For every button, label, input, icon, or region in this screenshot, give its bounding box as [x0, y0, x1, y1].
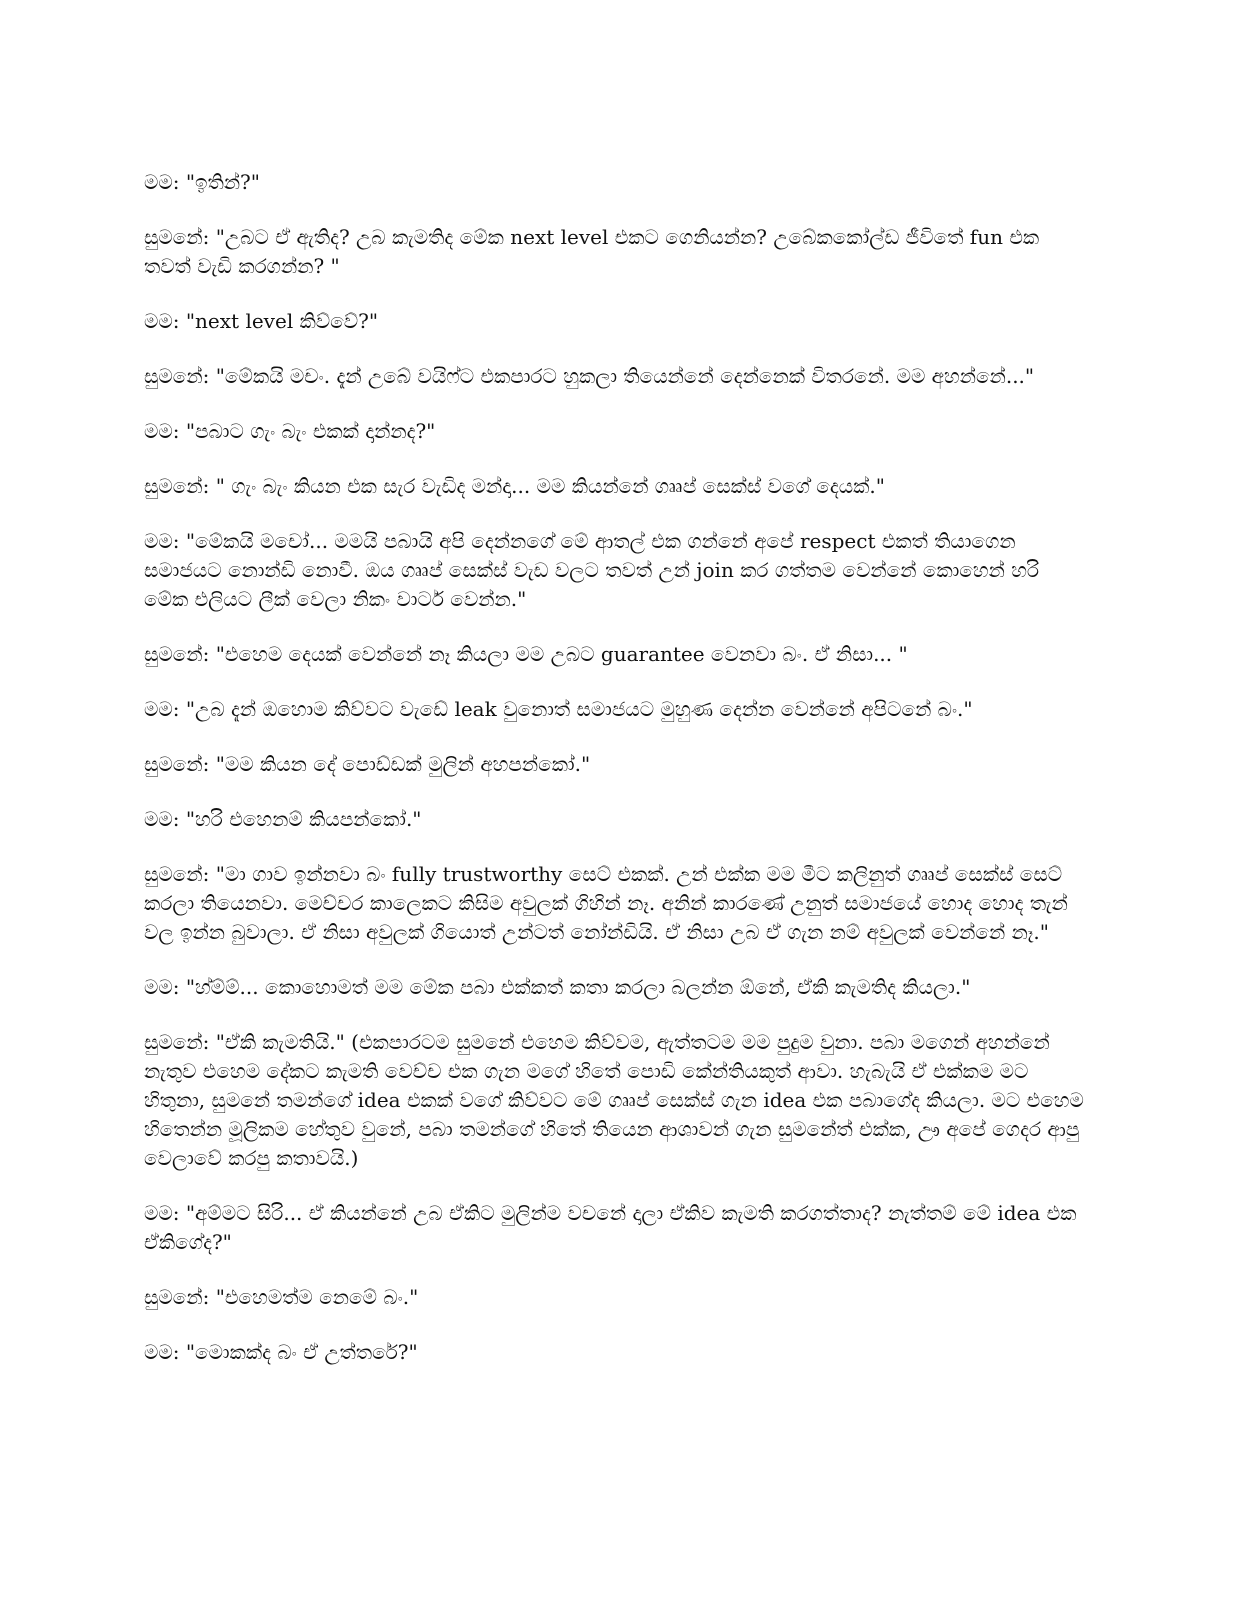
- dialogue-line: මම: "හ්ම්ම්... කොහොමත් මම මේක පබා එක්කත් කතා කරලා බලන්න ඕනේ, ඒකි කැමතිද කියලා.": [144, 975, 971, 999]
- dialogue-line: මම: "අම්මට සිරි... ඒ කියන්නේ උබ ඒකිට මුලින්ම වචනේ දාලා ඒකිව කැමති කරගත්තාද? නැත්තම් මේ idea එක ඒකිගේද?": [144, 1201, 1077, 1254]
- dialogue-line: සුමනේ: " ගැං බැං කියන එක සැර වැඩිද මන්දා... මම කියන්නේ ගෲප් සෙක්ස් වගේ දෙයක්.": [144, 474, 885, 498]
- dialogue-line: මම: "පබාට ගැං බැං එකක් දාන්නද?": [144, 419, 436, 443]
- dialogue-line: සුමනේ: "මේකයි මචං. දැන් උබේ වයිෆ්ට එකපාරට හුකලා තියෙන්නේ දෙන්නෙක් විතරනේ. මම අහන්නේ...": [144, 364, 1035, 388]
- dialogue-line: සුමනේ: "මම කියන දේ පොඩ්ඩක් මුලින් අහපන්කෝ.": [144, 752, 591, 776]
- dialogue-line: මම: "ඉතින්?": [144, 170, 260, 194]
- dialogue-line: මම: "හරි එහෙනම් කියපන්කෝ.": [144, 807, 422, 831]
- dialogue-line: සුමනේ: "එහෙම දෙයක් වෙන්නේ නෑ කියලා මම උබට guarantee වෙනවා බං. ඒ නිසා... ": [144, 642, 908, 666]
- dialogue-line: මම: "මොකක්ද බං ඒ උත්තරේ?": [144, 1340, 418, 1364]
- dialogue-line: මම: "මේකයි මචෝ... මමයි පබායි අපි දෙන්නගේ මේ ආතල් එක ගන්නේ අපේ respect එකත් තියාගෙන සමාජයට නොන්ඩි නොවී. ඔය ගෲප් සෙක්ස් වැඩ වලට තවත් උන් join කර ගත්තම වෙන්නේ කොහෙන් හරි මේක එලියට ලීක් වෙලා නිකං වාටර් වෙන්න.": [144, 529, 1040, 611]
- dialogue-line: මම: "උබ දැන් ඔහොම කිව්වට වැඩේ leak වුනොත් සමාජයට මුහුණ දෙන්න වෙන්නේ අපිටනේ බං.": [144, 697, 973, 721]
- dialogue-line: සුමනේ: "උබට ඒ ඇතිද? උබ කැමතිද මේක next level එකට ගෙනියන්න? උබේකකෝල්ඩ ජීවිතේ fun එක තවත් වැඩි කරගන්න? ": [144, 225, 1040, 278]
- dialogue-line: සුමනේ: "ඒකි කැමතියි." (එකපාරටම සුමනේ එහෙම කිව්වම, ඇත්තටම මම පුදුම වුනා. පබා මගෙන් අහන්නේ නැතුව එහෙම දේකට කැමති වෙච්ච එක ගැන මගේ හිතේ පොඩි කේන්තියකුත් ආවා. හැබැයි ඒ එක්කම මට හිතුනා, සුමනේ තමන්ගේ idea එකක් වගේ කිව්වට මේ ගෲප් සෙක්ස් ගැන idea එක පබාගේද කියලා. මට එහෙම හිතෙන්න මූලිකම හේතුව වුනේ, පබා තමන්ගේ හිතේ තියෙන ආශාවන් ගැන සුමනේත් එක්ක, ඌ අපේ ගෙදර ආපු වෙලාවේ කරපු කතාවයි.): [144, 1030, 1084, 1170]
- dialogue-line: මම: "next level කිව්වේ?": [144, 309, 379, 333]
- dialogue-body: [144, 168, 1084, 1393]
- dialogue-line: සුමනේ: "එහෙමත්ම නෙමේ බං.": [144, 1285, 419, 1309]
- dialogue-line: සුමනේ: "මා ගාව ඉන්නවා බං fully trustworthy සෙට් එකක්. උන් එක්ක මම මීට කලිනුත් ගෲප් සෙක්ස් සෙට් කරලා තියෙනවා. මෙච්චර කාලෙකට කිසිම අවුලක් ගිහින් නෑ. අනින් කාරණේ උනුත් සමාජයේ හොද හොද තැන් වල ඉන්න බුවාලා. ඒ නිසා අවුලක් ගියොත් උන්ටත් නෝන්ඩියි. ඒ නිසා උබ ඒ ගැන නම් අවුලක් වෙන්නේ නෑ.": [144, 862, 1068, 944]
